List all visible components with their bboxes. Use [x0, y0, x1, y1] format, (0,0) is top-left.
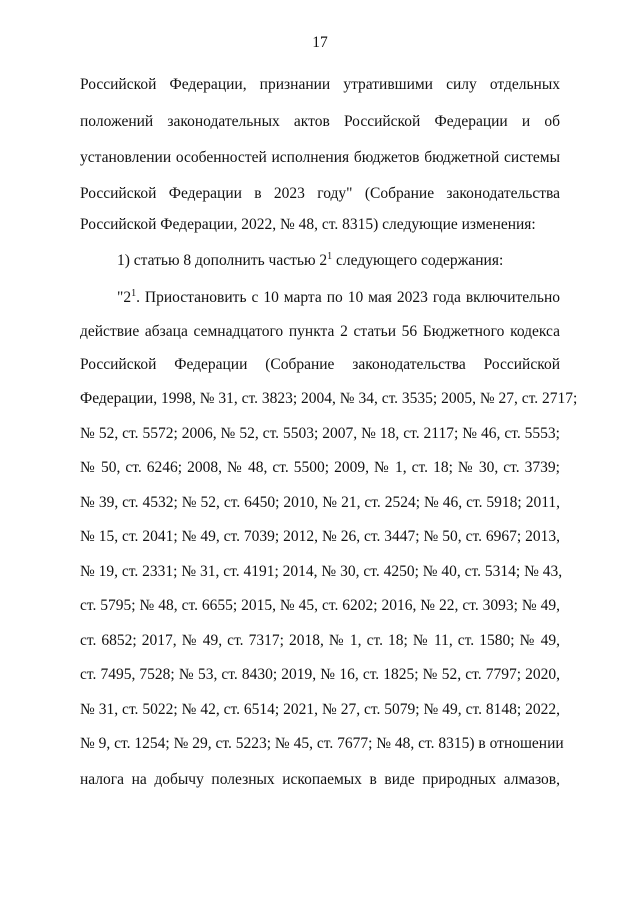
text-line: № 50, ст. 6246; 2008, № 48, ст. 5500; 2009, № 1, ст. 18; № 30, ст. 3739;: [80, 459, 560, 476]
text-line: № 19, ст. 2331; № 31, ст. 4191; 2014, № 30, ст. 4250; № 40, ст. 5314; № 43,: [80, 563, 563, 580]
text-line: ст. 5795; № 48, ст. 6655; 2015, № 45, ст. 6202; 2016, № 22, ст. 3093; № 49,: [80, 597, 560, 614]
text-line: Российской Федерации, 2022, № 48, ст. 8315) следующие изменения:: [80, 216, 536, 233]
quoted-paragraph-start: [80, 288, 560, 308]
superscript: 1: [131, 288, 137, 299]
text-line: ст. 7495, 7528; № 53, ст. 8430; 2019, № 16, ст. 1825; № 52, ст. 7797; 2020,: [80, 666, 560, 683]
text-span: следующего содержания:: [332, 252, 504, 269]
text-line: действие абзаца семнадцатого пункта 2 статьи 56 Бюджетного кодекса: [80, 323, 560, 340]
text-line: Федерации, 1998, № 31, ст. 3823; 2004, № 34, ст. 3535; 2005, № 27, ст. 2717;: [80, 390, 578, 407]
text-line: № 31, ст. 5022; № 42, ст. 6514; 2021, № 27, ст. 5079; № 49, ст. 8148; 2022,: [80, 701, 560, 718]
superscript: 1: [327, 251, 333, 262]
page-number: 17: [312, 34, 328, 51]
text-line: № 15, ст. 2041; № 49, ст. 7039; 2012, № 26, ст. 3447; № 50, ст. 6967; 2013,: [80, 528, 560, 545]
text-line: № 39, ст. 4532; № 52, ст. 6450; 2010, № 21, ст. 2524; № 46, ст. 5918; 2011,: [80, 494, 560, 511]
list-item-line: [80, 251, 560, 271]
text-line: налога на добычу полезных ископаемых в виде природных алмазов,: [80, 771, 560, 788]
text-line: ст. 6852; 2017, № 49, ст. 7317; 2018, № 1, ст. 18; № 11, ст. 1580; № 49,: [80, 632, 560, 649]
text-line: № 52, ст. 5572; 2006, № 52, ст. 5503; 2007, № 18, ст. 2117; № 46, ст. 5553;: [80, 425, 560, 442]
text-line: положений законодательных актов Российской Федерации и об: [80, 113, 560, 130]
text-span: . Приостановить с 10 марта по 10 мая 2023 года включительно: [136, 289, 560, 306]
text-line: установлении особенностей исполнения бюджетов бюджетной системы: [80, 149, 560, 166]
text-line: Российской Федерации (Собрание законодательства Российской: [80, 356, 560, 373]
text-span: "2: [117, 289, 132, 306]
text-line: Российской Федерации, признании утратившими силу отдельных: [80, 76, 560, 93]
text-line: Российской Федерации в 2023 году" (Собрание законодательства: [80, 185, 560, 202]
text-line: № 9, ст. 1254; № 29, ст. 5223; № 45, ст. 7677; № 48, ст. 8315) в отношении: [80, 735, 564, 752]
text-span: 1) статью 8 дополнить частью 2: [117, 252, 328, 269]
